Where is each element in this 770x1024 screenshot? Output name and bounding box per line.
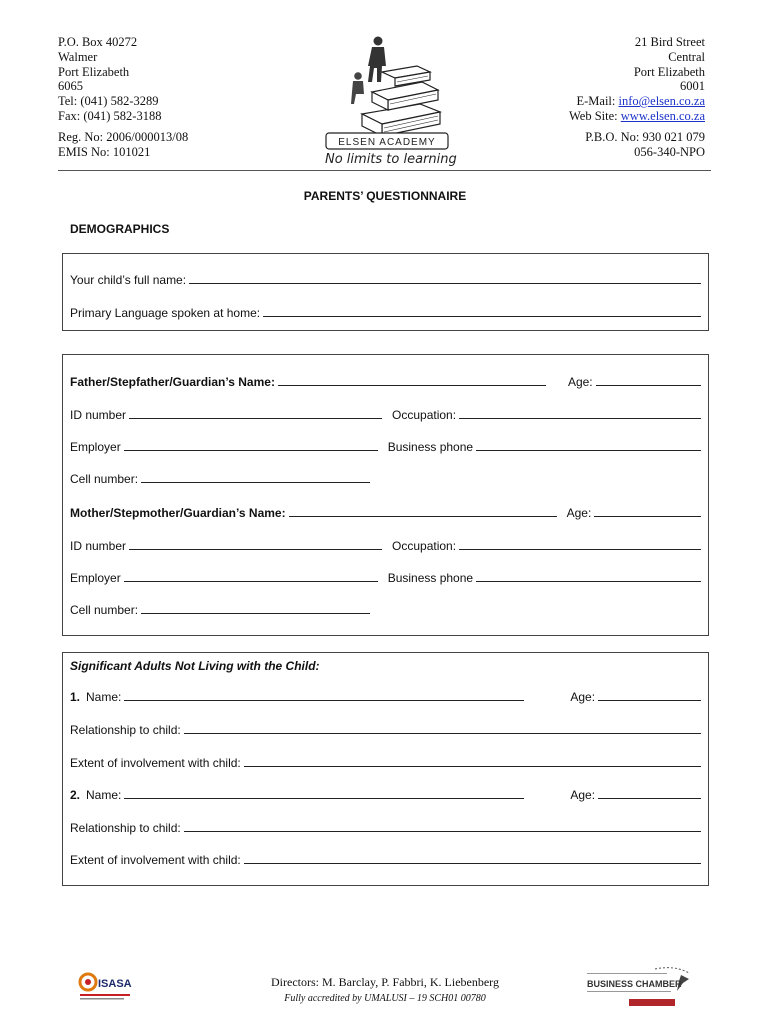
mother-name-label: Mother/Stepmother/Guardian’s Name: xyxy=(70,506,286,520)
registration-block xyxy=(58,130,188,160)
address-line: P.O. Box 40272 xyxy=(58,35,138,49)
emis-number: EMIS No: 101021 xyxy=(58,144,151,159)
address-line: Walmer xyxy=(58,49,98,64)
significant-adults-heading-row xyxy=(70,659,701,673)
adult1-name-label: Name: xyxy=(86,690,122,704)
adult2-age-field[interactable] xyxy=(598,788,701,799)
mother-business-phone-field[interactable] xyxy=(476,571,701,582)
adult1-relationship-label: Relationship to child: xyxy=(70,723,181,737)
adult1-number: 1. xyxy=(70,690,81,704)
father-name-row xyxy=(70,375,701,389)
adult2-extent-row xyxy=(70,853,701,867)
website-link[interactable]: www.elsen.co.za xyxy=(620,108,705,123)
address-line: 6065 xyxy=(58,79,83,94)
address-line: Port Elizabeth xyxy=(58,64,130,79)
father-occupation-label: Occupation: xyxy=(392,408,457,422)
father-name-field[interactable] xyxy=(278,375,546,386)
adult2-age-label: Age: xyxy=(570,788,596,802)
telephone-line: Tel: (041) 582-3289 xyxy=(58,94,159,109)
mother-employer-field[interactable] xyxy=(124,571,378,582)
adult2-number: 2. xyxy=(70,788,81,802)
father-employer-row xyxy=(70,440,701,454)
child-name-row xyxy=(70,273,701,287)
pbo-number: P.B.O. No: 930 021 079 xyxy=(585,129,705,144)
father-age-label: Age: xyxy=(567,375,593,389)
mother-age-field[interactable] xyxy=(594,506,701,517)
city-line: Port Elizabeth xyxy=(633,64,705,79)
website-label: Web Site: xyxy=(569,108,621,123)
adult1-extent-label: Extent of involvement with child: xyxy=(70,756,241,770)
father-id-row xyxy=(70,408,701,422)
father-employer-field[interactable] xyxy=(124,440,378,451)
father-cell-field[interactable] xyxy=(141,472,370,483)
father-cell-label: Cell number: xyxy=(70,472,139,486)
mother-id-field[interactable] xyxy=(129,539,382,550)
business-chamber-logo xyxy=(585,965,695,1007)
language-field[interactable] xyxy=(263,306,701,317)
npo-number: 056-340-NPO xyxy=(634,144,705,159)
mother-occupation-field[interactable] xyxy=(459,539,701,550)
adult2-extent-field[interactable] xyxy=(244,853,701,864)
suburb-line: Central xyxy=(668,49,705,64)
mother-id-row xyxy=(70,539,701,553)
mother-occupation-label: Occupation: xyxy=(392,539,457,553)
street-line: 21 Bird Street xyxy=(634,35,705,49)
adult2-relationship-row xyxy=(70,821,701,835)
isasa-text: ISASA xyxy=(98,978,132,990)
mother-name-row xyxy=(70,506,701,520)
website-line xyxy=(569,109,705,124)
reg-number: Reg. No: 2006/000013/08 xyxy=(58,129,189,144)
father-business-phone-field[interactable] xyxy=(476,440,701,451)
adult1-relationship-field[interactable] xyxy=(184,723,701,734)
adult2-name-label: Name: xyxy=(86,788,122,802)
father-id-label: ID number xyxy=(70,408,127,422)
logo-text: ELSEN ACADEMY xyxy=(338,137,436,148)
email-label: E-Mail: xyxy=(576,94,619,109)
father-id-field[interactable] xyxy=(129,408,382,419)
accreditation-line: Fully accredited by UMALUSI – 19 SCH01 00780 xyxy=(284,993,486,1004)
header-divider xyxy=(58,170,711,171)
father-occupation-field[interactable] xyxy=(459,408,701,419)
language-row xyxy=(70,306,701,320)
fax-line: Fax: (041) 582-3188 xyxy=(58,108,162,123)
adult2-relationship-label: Relationship to child: xyxy=(70,821,181,835)
adult1-extent-row xyxy=(70,756,701,770)
school-address-block xyxy=(58,35,188,159)
email-line xyxy=(569,94,705,109)
pbo-block xyxy=(569,130,705,160)
adult1-extent-field[interactable] xyxy=(244,756,701,767)
mother-cell-label: Cell number: xyxy=(70,603,139,617)
father-business-phone-label: Business phone xyxy=(387,440,474,454)
child-name-label: Your child’s full name: xyxy=(70,273,187,287)
mother-name-field[interactable] xyxy=(289,506,557,517)
adult1-age-label: Age: xyxy=(570,690,596,704)
adult1-relationship-row xyxy=(70,723,701,737)
adult2-extent-label: Extent of involvement with child: xyxy=(70,853,241,867)
mother-employer-label: Employer xyxy=(70,571,121,585)
language-label: Primary Language spoken at home: xyxy=(70,306,261,320)
mother-employer-row xyxy=(70,571,701,585)
adult1-age-field[interactable] xyxy=(598,690,701,701)
father-employer-label: Employer xyxy=(70,440,121,454)
directors-line: Directors: M. Barclay, P. Fabbri, K. Liebenberg xyxy=(271,975,499,989)
child-name-field[interactable] xyxy=(189,273,701,284)
mother-business-phone-label: Business phone xyxy=(387,571,474,585)
page-title: PARENTS’ QUESTIONNAIRE xyxy=(303,189,467,203)
tagline: No limits to learning xyxy=(325,152,457,167)
mother-id-label: ID number xyxy=(70,539,127,553)
mother-cell-row xyxy=(70,603,370,617)
father-cell-row xyxy=(70,472,370,486)
father-age-field[interactable] xyxy=(596,375,701,386)
father-name-label: Father/Stepfather/Guardian’s Name: xyxy=(70,375,275,389)
mother-cell-field[interactable] xyxy=(141,603,370,614)
chamber-text: BUSINESS CHAMBER xyxy=(587,979,682,989)
adult2-name-field[interactable] xyxy=(124,788,524,799)
email-link[interactable]: info@elsen.co.za xyxy=(618,94,705,109)
elsen-academy-logo xyxy=(322,32,452,172)
mother-age-label: Age: xyxy=(566,506,592,520)
adult2-name-row xyxy=(70,788,701,802)
postcode-line: 6001 xyxy=(680,79,705,94)
adult1-name-field[interactable] xyxy=(124,690,524,701)
section-heading: DEMOGRAPHICS xyxy=(70,222,170,236)
significant-adults-box xyxy=(62,652,709,886)
parents-details-box xyxy=(62,354,709,636)
adult1-name-row xyxy=(70,690,701,704)
school-contact-block xyxy=(569,35,705,159)
adult2-relationship-field[interactable] xyxy=(184,821,701,832)
child-details-box xyxy=(62,253,709,331)
significant-adults-heading: Significant Adults Not Living with the Child: xyxy=(70,659,320,673)
